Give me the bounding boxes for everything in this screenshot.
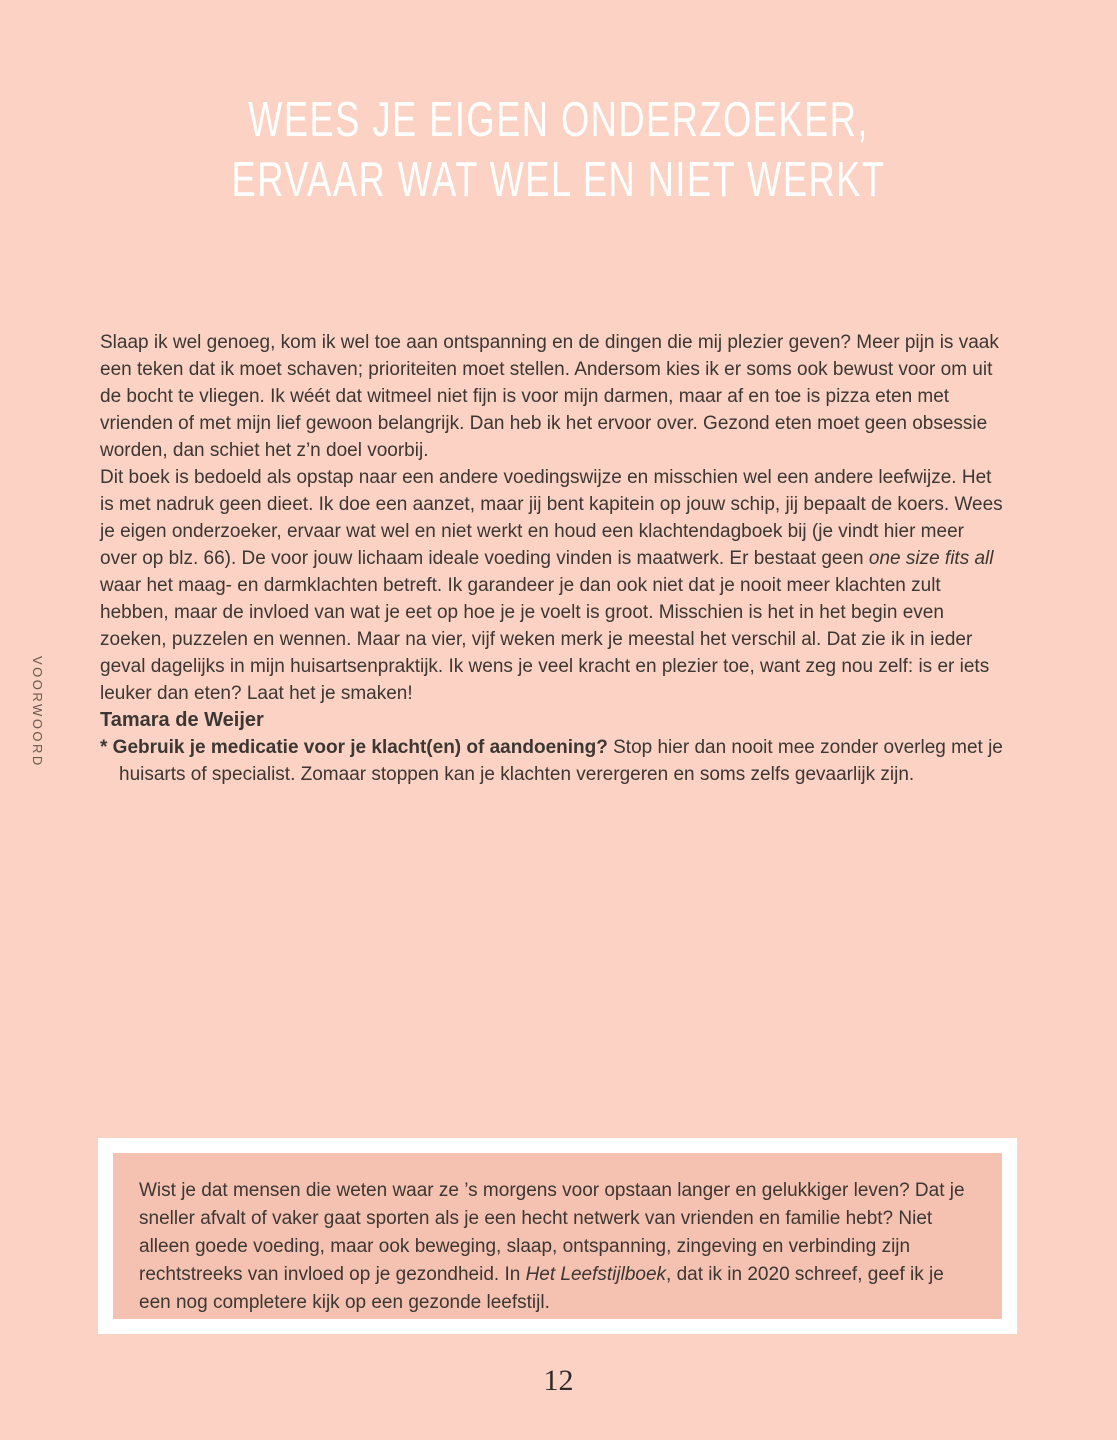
- paragraph-1: Slaap ik wel genoeg, kom ik wel toe aan ontspanning en de dingen die mij plezier geven? Meer pijn is vaak een teken dat ik moet schaven; prioriteiten moet stellen. Andersom kies ik er soms ook bewust voor om uit de bocht te vliegen. Ik wéét dat witmeel niet fijn is voor mijn darmen, maar af en toe is pizza eten met vrienden of met mijn lief gewoon belangrijk. Dan heb ik het ervoor over. Gezond eten moet geen obsessie worden, dan schiet het z’n doel voorbij.: [100, 332, 999, 461]
- page-title: [0, 90, 1117, 210]
- medication-footnote: * Gebruik je medicatie voor je klacht(en) of aandoening? Stop hier dan nooit mee zonder overleg met je huisarts of specialist. Zomaar stoppen kan je klachten verergeren en soms zelfs gevaarlijk zijn.: [100, 737, 1003, 785]
- page-title-line-2: ERVAAR WAT WEL EN NIET WERKT: [231, 153, 886, 207]
- callout-text: Wist je dat mensen die weten waar ze ’s morgens voor opstaan langer en gelukkiger leven? Dat je sneller afvalt of vaker gaat sporten als je een hecht netwerk van vrienden en familie hebt? Niet alleen goede voeding, maar ook beweging, slaap, ontspanning, zingeving en verbinding zijn rechtstreeks van invloed op je gezondheid. In Het Leefstijlboek, dat ik in 2020 schreef, geef ik je een nog completere kijk op een gezonde leefstijl.: [139, 1180, 965, 1313]
- body-text-block: [100, 329, 1006, 788]
- page-number: 12: [543, 1364, 574, 1397]
- callout-box: [113, 1153, 1002, 1319]
- page-title-line-1: WEES JE EIGEN ONDERZOEKER,: [248, 93, 869, 147]
- section-label-voorwoord: VOORWOORD: [30, 656, 45, 768]
- paragraph-2: Dit boek is bedoeld als opstap naar een andere voedingswijze en misschien wel een andere leefwijze. Het is met nadruk geen dieet. Ik doe een aanzet, maar jij bent kapitein op jouw schip, jij bepaalt de koers. Wees je eigen onderzoeker, ervaar wat wel en niet werkt en houd een klachtendagboek bij (je vindt hier meer over op blz. 66). De voor jouw lichaam ideale voeding vinden is maatwerk. Er bestaat geen one size fits all waar het maag- en darmklachten betreft. Ik garandeer je dan ook niet dat je nooit meer klachten zult hebben, maar de invloed van wat je eet op hoe je je voelt is groot. Misschien is het in het begin even zoeken, puzzelen en wennen. Maar na vier, vijf weken merk je meestal het verschil al. Dat zie ik in ieder geval dagelijks in mijn huisartsenpraktijk. Ik wens je veel kracht en plezier toe, want zeg nou zelf: is er iets leuker dan eten? Laat het je smaken!: [100, 467, 1003, 704]
- callout-frame: [98, 1138, 1017, 1334]
- author-signature: Tamara de Weijer: [100, 709, 264, 731]
